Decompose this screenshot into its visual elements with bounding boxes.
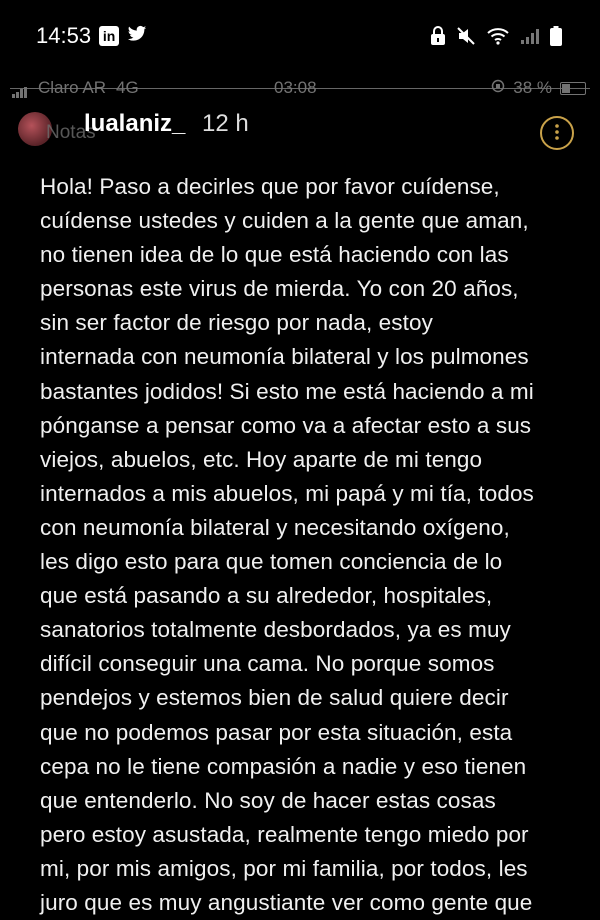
more-options-button[interactable] bbox=[540, 116, 574, 150]
embedded-time: 03:08 bbox=[274, 78, 317, 97]
text-line: pendejos y estemos bien de salud quiere decir bbox=[40, 685, 509, 711]
embedded-status-right bbox=[491, 78, 586, 98]
battery-icon bbox=[550, 26, 562, 46]
text-line: personas este virus de mierda. Yo con 20 años, bbox=[40, 276, 519, 302]
more-options-icon bbox=[555, 124, 559, 143]
text-line: Hola! Paso a decirles que por favor cuídense, bbox=[40, 174, 500, 199]
text-line: sin ser factor de riesgo por nada, estoy bbox=[40, 310, 433, 336]
text-line: pónganse a pensar como va a afectar esto a sus bbox=[40, 412, 532, 438]
story-header bbox=[18, 104, 582, 154]
text-line: pero estoy asustada, realmente tengo miedo por bbox=[40, 821, 529, 847]
text-line: difícil conseguir una cama. No porque somos bbox=[40, 651, 495, 677]
text-line: mi, por mis amigos, por mi familia, por todos, les bbox=[40, 855, 528, 881]
cell-signal-icon bbox=[12, 78, 28, 98]
embedded-status-bar bbox=[0, 76, 600, 102]
text-line: con neumonía bilateral y necesitando oxígeno, bbox=[40, 514, 510, 540]
text-line: internados a mis abuelos, mi papá y mi tía, todos bbox=[40, 480, 534, 506]
text-line: les digo esto para que tomen conciencia de lo bbox=[40, 549, 503, 575]
network-type: 4G bbox=[116, 78, 139, 97]
text-line: no tienen idea de lo que está haciendo con las bbox=[40, 242, 509, 268]
twitter-icon bbox=[127, 25, 147, 48]
linkedin-icon: in bbox=[99, 26, 119, 46]
text-line: que está pasando a su alrededor, hospitales, bbox=[40, 583, 493, 609]
text-line: bastantes jodidos! Si esto me está haciendo a mi bbox=[40, 378, 534, 404]
status-time: 14:53 bbox=[36, 23, 92, 48]
post-time: 12 h bbox=[202, 110, 249, 137]
embedded-battery-percent: 38 % bbox=[513, 78, 552, 97]
embedded-battery-icon bbox=[560, 82, 586, 95]
status-bar-left bbox=[36, 23, 147, 49]
text-line: viejos, abuelos, etc. Hoy aparte de mi tengo bbox=[40, 446, 483, 472]
text-line: sanatorios totalmente desbordados, ya es muy bbox=[40, 617, 511, 643]
text-line: cuídense ustedes y cuiden a la gente que aman, bbox=[40, 208, 529, 234]
username[interactable]: lualaniz_ bbox=[84, 110, 186, 137]
lock-notification-icon bbox=[430, 26, 446, 46]
mute-icon bbox=[456, 26, 476, 46]
status-bar bbox=[0, 0, 600, 72]
text-line: juro que es muy angustiante ver como gente que bbox=[40, 889, 533, 915]
wifi-icon bbox=[486, 27, 510, 45]
text-line: que no podemos pasar por esta situación, esta bbox=[40, 719, 513, 745]
text-line: internada con neumonía bilateral y los pulmones bbox=[40, 344, 529, 370]
ghost-notes-label: Notas bbox=[46, 122, 96, 143]
carrier-name: Claro AR bbox=[38, 78, 107, 97]
story-text bbox=[40, 170, 588, 920]
orientation-lock-icon bbox=[491, 78, 505, 98]
text-line: cepa no le tiene compasión a nadie y eso tienen bbox=[40, 753, 527, 779]
text-line: que entenderlo. No soy de hacer estas cosas bbox=[40, 787, 496, 813]
status-bar-right bbox=[430, 26, 562, 46]
embedded-carrier bbox=[12, 78, 139, 98]
signal-icon bbox=[520, 27, 540, 45]
